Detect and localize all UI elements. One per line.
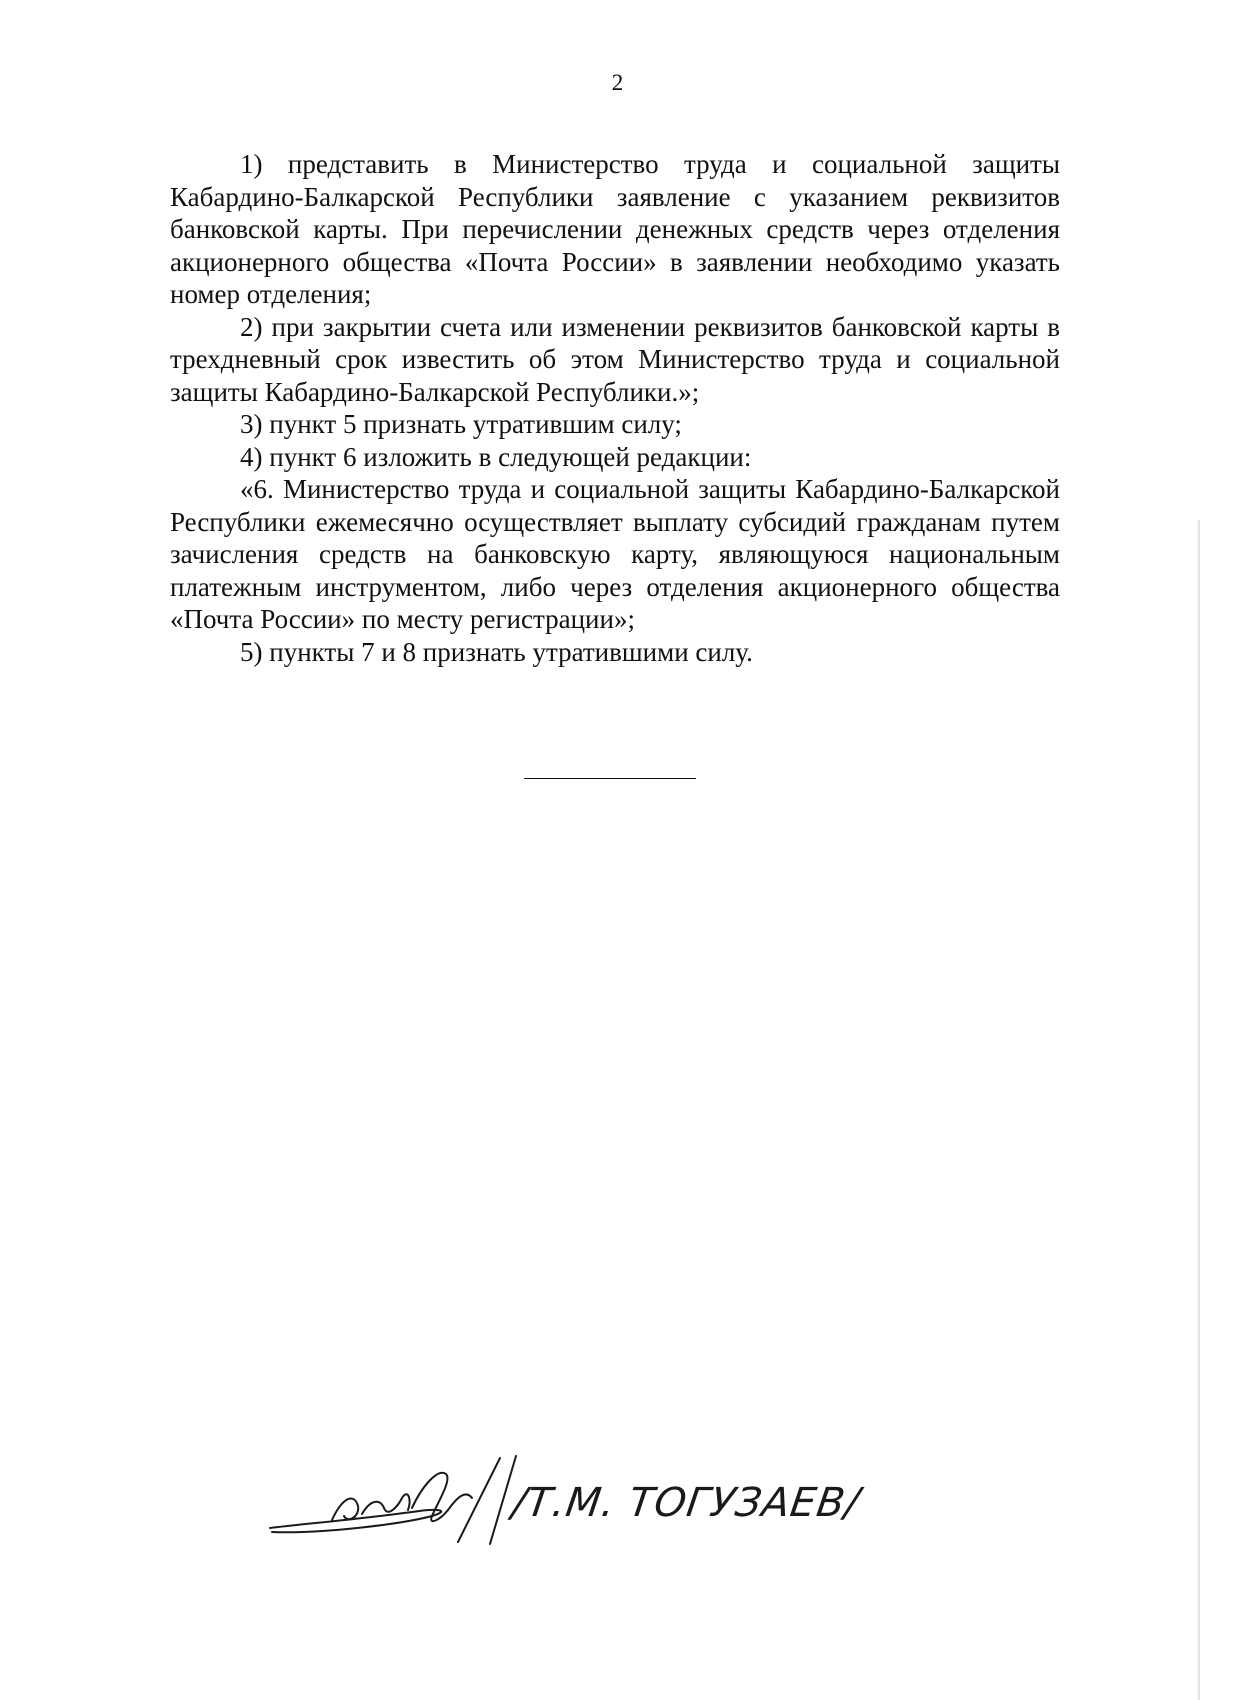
paragraph-item-2: 2) при закрытии счета или изменении реквизитов банковской карты в трехдневный срок известить об этом Министерство труда и социальной защиты Кабардино-Балкарской Республики.»;	[170, 311, 1060, 407]
paragraph-item-3: 3) пункт 5 признать утратившим силу;	[240, 409, 682, 439]
scan-edge-shadow	[1197, 520, 1200, 1700]
document-body	[170, 148, 1060, 668]
handwritten-signature	[262, 1450, 864, 1550]
paragraph-item-6-text: «6. Министерство труда и социальной защиты Кабардино-Балкарской Республики ежемесячно осуществляет выплату субсидий гражданам путем зачисления средств на банковскую карту, являющуюся национальным платежным инструментом, либо через отделения акционерного общества «Почта России» по месту регистрации»;	[170, 474, 1060, 634]
paragraph-item-1: 1) представить в Министерство труда и социальной защиты Кабардино-Балкарской Республики заявление с указанием реквизитов банковской карты. При перечислении денежных средств через отделения акционерного общества «Почта России» в заявлении необходимо указать номер отделения;	[170, 149, 1060, 309]
end-of-text-divider	[524, 778, 696, 779]
paragraph-item-4: 4) пункт 6 изложить в следующей редакции:	[240, 441, 752, 472]
paragraph-item-5: 5) пункты 7 и 8 признать утратившими силу.	[240, 636, 753, 667]
signature-name-text: /Т.М. ТОГУЗАЕВ/	[509, 1480, 864, 1526]
page-number: 2	[611, 70, 624, 95]
